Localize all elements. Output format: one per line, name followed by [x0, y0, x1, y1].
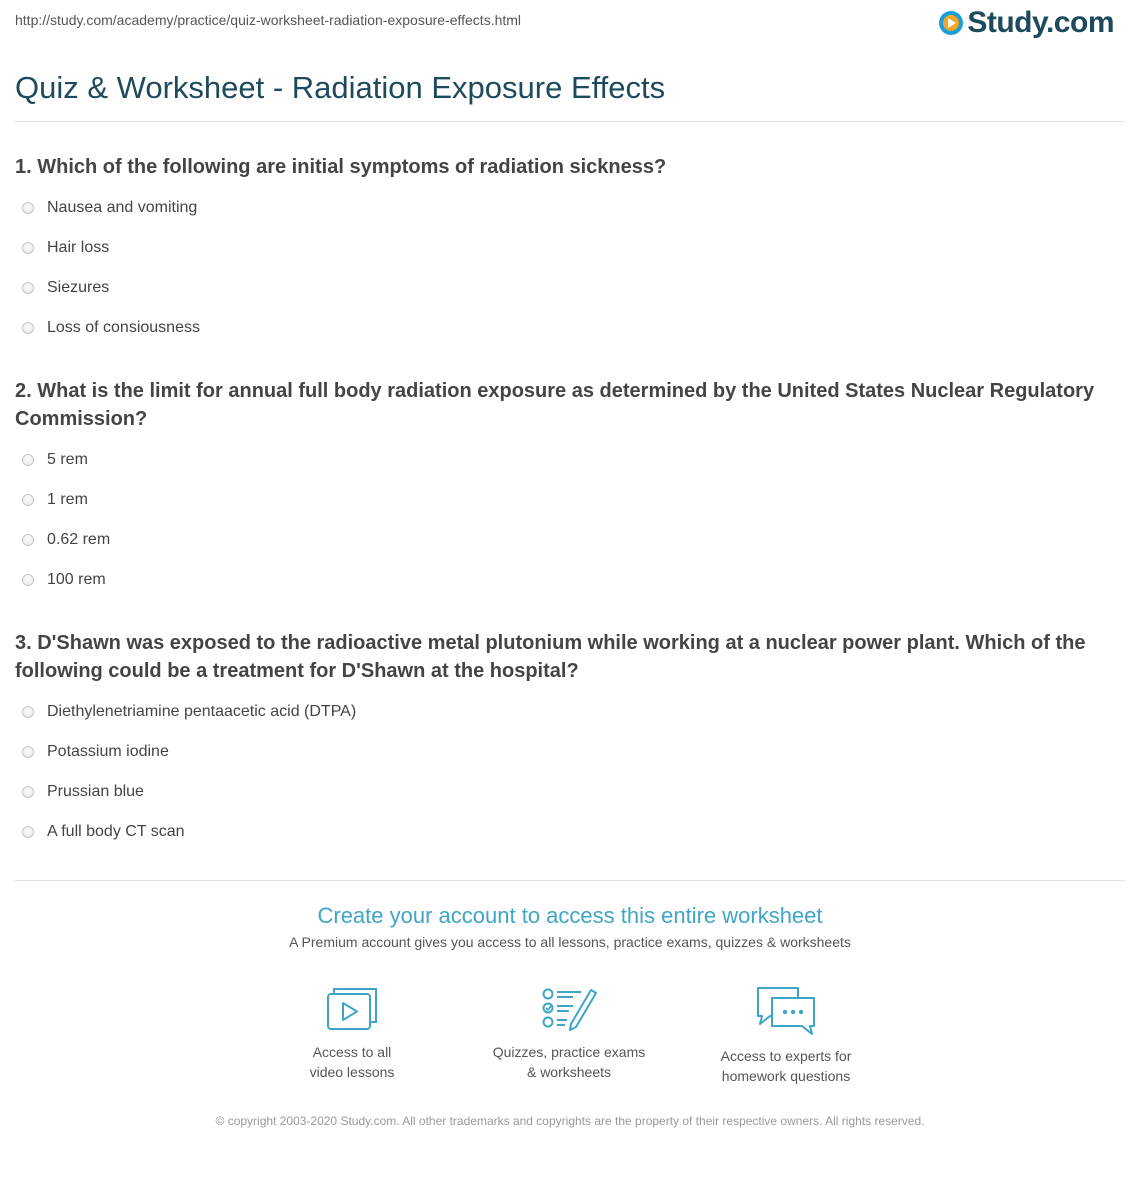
study-logo[interactable]: [939, 6, 1114, 40]
feature-label-line: video lessons: [309, 1064, 395, 1080]
radio-button-icon[interactable]: [22, 202, 34, 214]
answer-label: Hair loss: [47, 239, 110, 256]
radio-button-icon[interactable]: [22, 322, 34, 334]
radio-button-icon[interactable]: [22, 242, 34, 254]
answer-label: 0.62 rem: [47, 531, 111, 548]
question-1-options: [22, 188, 200, 348]
feature-video-lessons: [267, 986, 437, 1082]
feature-label-line: homework questions: [721, 1068, 851, 1084]
page-title: Quiz & Worksheet - Radiation Exposure Effects: [15, 70, 666, 105]
copyright-notice: © copyright 2003-2020 Study.com. All other trademarks and copyrights are the property of their respective owners. All rights reserved.: [215, 1114, 925, 1128]
title-divider: [15, 121, 1125, 122]
answer-label: Siezures: [47, 279, 110, 296]
feature-label-line: Access to experts for: [720, 1048, 852, 1064]
cta-divider: [15, 880, 1125, 881]
answer-label: Prussian blue: [47, 783, 144, 800]
question-1: 1. Which of the following are initial symptoms of radiation sickness?: [15, 156, 667, 178]
question-3-options: [22, 692, 356, 852]
answer-option[interactable]: [22, 440, 110, 480]
question-2-options: [22, 440, 110, 600]
answer-option[interactable]: [22, 560, 110, 600]
quiz-checklist-icon: [541, 986, 597, 1032]
answer-label: Loss of consiousness: [47, 319, 200, 336]
radio-button-icon[interactable]: [22, 786, 34, 798]
feature-label-line: Quizzes, practice exams: [492, 1044, 646, 1060]
radio-button-icon[interactable]: [22, 574, 34, 586]
radio-button-icon[interactable]: [22, 454, 34, 466]
answer-label: Potassium iodine: [47, 743, 169, 760]
feature-experts: [701, 986, 871, 1086]
radio-button-icon[interactable]: [22, 282, 34, 294]
answer-option[interactable]: [22, 228, 200, 268]
study-logo-icon: [939, 11, 963, 35]
question-3: 3. D'Shawn was exposed to the radioactive metal plutonium while working at a nuclear power plant. Which of the following could be a treatment for D'Shawn at the hospital?: [15, 632, 1086, 682]
radio-button-icon[interactable]: [22, 826, 34, 838]
video-lesson-icon: [326, 986, 378, 1032]
answer-option[interactable]: [22, 692, 356, 732]
feature-quizzes: [484, 986, 654, 1082]
radio-button-icon[interactable]: [22, 746, 34, 758]
answer-option[interactable]: [22, 772, 356, 812]
answer-label: 100 rem: [47, 571, 106, 588]
answer-option[interactable]: [22, 188, 200, 228]
radio-button-icon[interactable]: [22, 494, 34, 506]
radio-button-icon[interactable]: [22, 534, 34, 546]
answer-option[interactable]: [22, 520, 110, 560]
study-logo-text: Study.com: [967, 6, 1114, 39]
answer-option[interactable]: [22, 268, 200, 308]
answer-label: Nausea and vomiting: [47, 199, 198, 216]
cta-heading-link[interactable]: Create your account to access this entire worksheet: [317, 903, 823, 928]
answer-option[interactable]: [22, 812, 356, 852]
answer-label: 5 rem: [47, 451, 88, 468]
answer-option[interactable]: [22, 480, 110, 520]
radio-button-icon[interactable]: [22, 706, 34, 718]
answer-option[interactable]: [22, 732, 356, 772]
feature-label-line: & worksheets: [526, 1064, 612, 1080]
question-2: 2. What is the limit for annual full body radiation exposure as determined by the United States Nuclear Regulatory Commission?: [15, 380, 1095, 430]
answer-label: Diethylenetriamine pentaacetic acid (DTPA): [47, 703, 357, 720]
answer-label: A full body CT scan: [47, 823, 185, 840]
answer-option[interactable]: [22, 308, 200, 348]
chat-bubbles-icon: [754, 986, 818, 1036]
feature-label-line: Access to all: [312, 1044, 392, 1060]
cta-subtext: A Premium account gives you access to all lessons, practice exams, quizzes & worksheets: [289, 934, 851, 950]
url-bar: http://study.com/academy/practice/quiz-worksheet-radiation-exposure-effects.html: [15, 12, 522, 28]
answer-label: 1 rem: [47, 491, 88, 508]
